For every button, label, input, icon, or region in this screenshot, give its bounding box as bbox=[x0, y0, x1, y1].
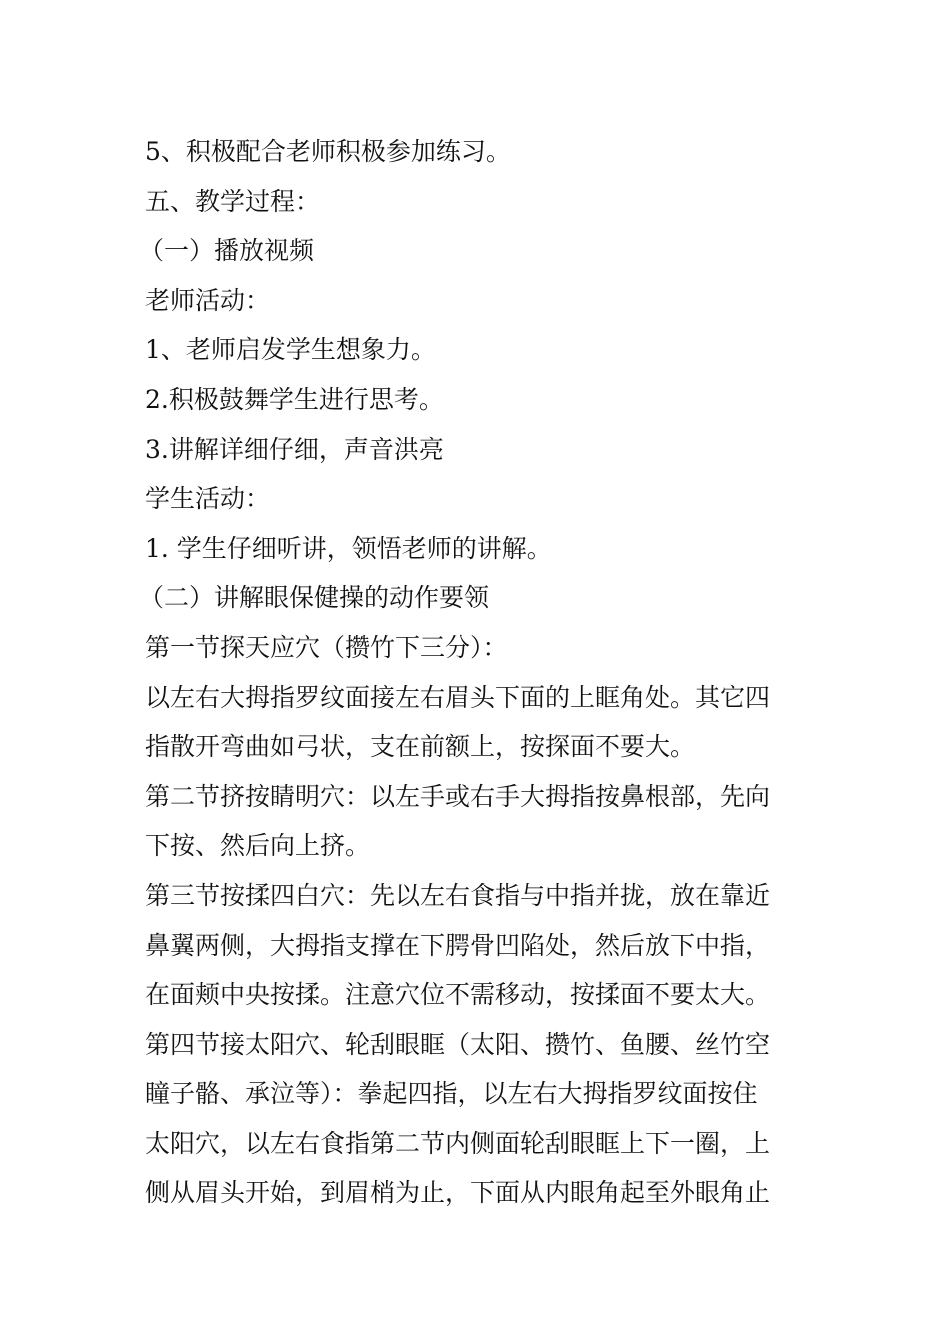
text-line: 第二节挤按睛明穴：以左手或右手大拇指按鼻根部，先向 bbox=[145, 781, 771, 811]
text-line: 以左右大拇指罗纹面接左右眉头下面的上眶角处。其它四 bbox=[145, 682, 771, 712]
text-line: 在面颊中央按揉。注意穴位不需移动，按揉面不要太大。 bbox=[145, 980, 771, 1010]
text-line: 老师活动： bbox=[145, 285, 271, 315]
text-line: 下按、然后向上挤。 bbox=[145, 831, 371, 861]
document-body bbox=[139, 127, 825, 1218]
text-line: 侧从眉头开始，到眉梢为止，下面从内眼角起至外眼角止 bbox=[145, 1178, 771, 1208]
text-line: 2.积极鼓舞学生进行思考。 bbox=[145, 384, 444, 414]
section-heading: 五、教学过程： bbox=[145, 186, 321, 216]
text-line: 1. 学生仔细听讲，领悟老师的讲解。 bbox=[145, 533, 552, 563]
text-line: 5、积极配合老师积极参加练习。 bbox=[145, 137, 511, 166]
text-line: 指散开弯曲如弓状，支在前额上，按探面不要大。 bbox=[145, 732, 696, 762]
subsection-heading: （一）播放视频 bbox=[139, 236, 315, 266]
text-line: 鼻翼两侧，大拇指支撑在下腭骨凹陷处，然后放下中指， bbox=[145, 930, 771, 960]
text-line: 1、老师启发学生想象力。 bbox=[145, 335, 436, 365]
text-line: 第一节探天应穴（攒竹下三分）： bbox=[145, 632, 508, 662]
text-line: 太阳穴，以左右食指第二节内侧面轮刮眼眶上下一圈，上 bbox=[145, 1128, 771, 1158]
text-line: 瞳子骼、承泣等）：拳起四指，以左右大拇指罗纹面按住 bbox=[145, 1079, 758, 1109]
text-line: 第三节按揉四白穴：先以左右食指与中指并拢，放在靠近 bbox=[145, 880, 771, 910]
text-line: 3.讲解详细仔细，声音洪亮 bbox=[145, 434, 444, 464]
text-line: 学生活动： bbox=[145, 484, 271, 514]
text-line: 第四节接太阳穴、轮刮眼眶（太阳、攒竹、鱼腰、丝竹空 bbox=[145, 1029, 771, 1059]
subsection-heading: （二）讲解眼保健操的动作要领 bbox=[139, 583, 490, 613]
